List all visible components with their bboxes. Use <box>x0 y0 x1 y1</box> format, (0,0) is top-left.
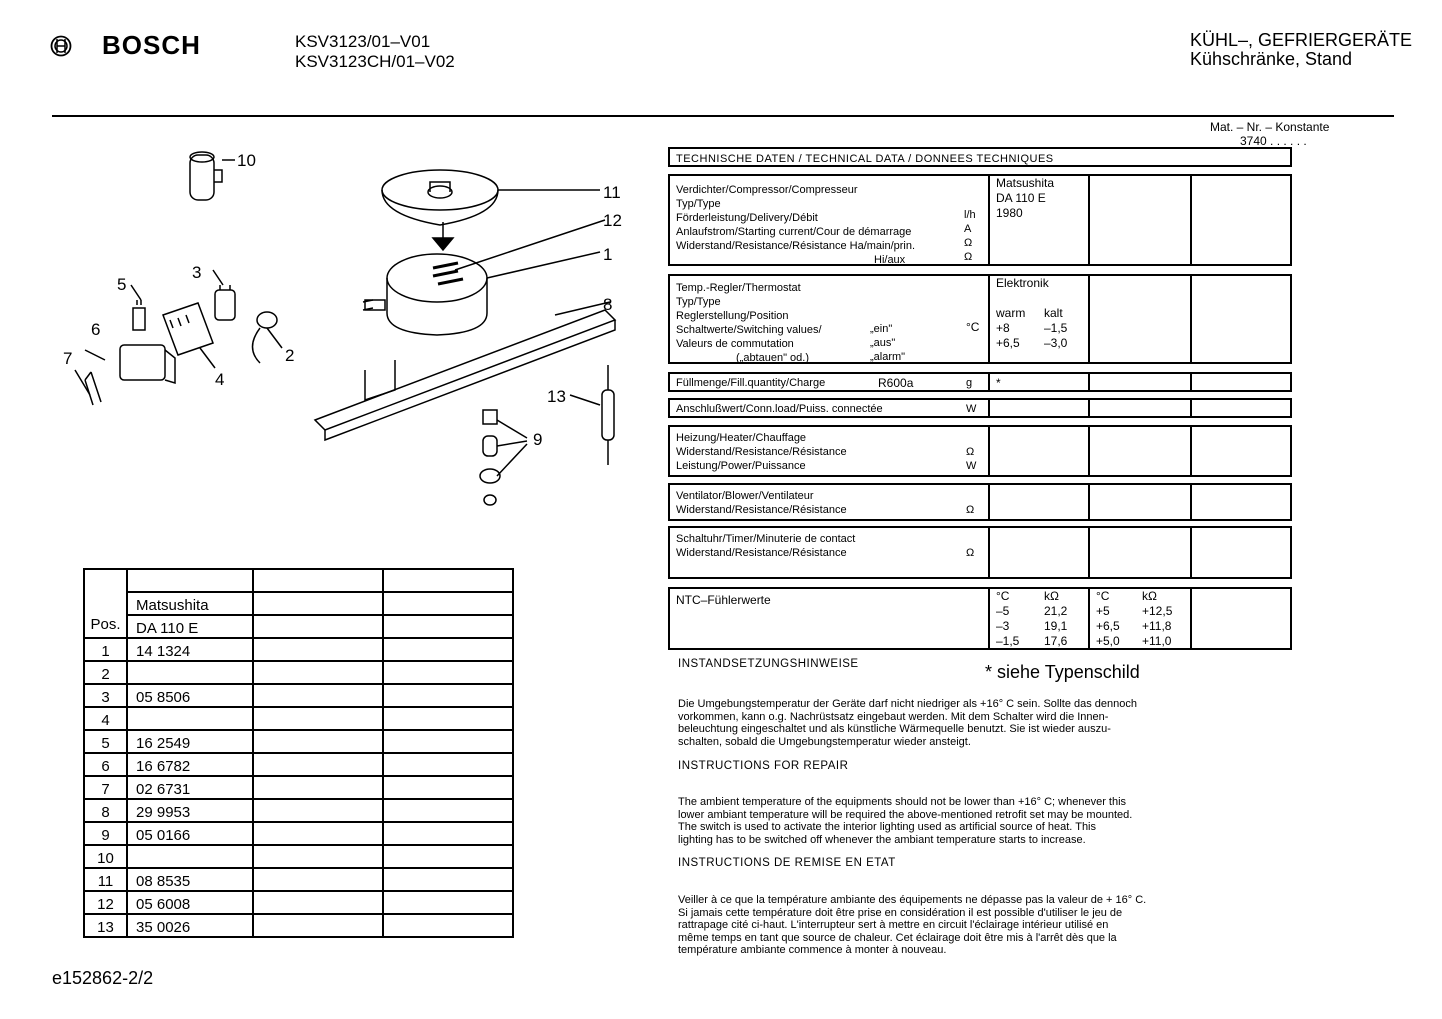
charge-value: * <box>990 374 1090 390</box>
parts-table <box>83 568 514 938</box>
table-row: 3 05 8506 <box>84 684 513 707</box>
compressor-make: Matsushita <box>996 176 1055 190</box>
callout-label: 8 <box>603 295 613 314</box>
callout-label: 3 <box>192 263 202 282</box>
callout-label: 9 <box>533 430 543 449</box>
model-line: KSV3123CH/01–V02 <box>295 52 455 71</box>
callout-label: 11 <box>603 183 621 202</box>
callout-label: 5 <box>117 275 127 294</box>
document-code: e152862-2/2 <box>52 968 154 988</box>
callout-label: 2 <box>285 346 295 365</box>
table-row: 8 29 9953 <box>84 799 513 822</box>
repair-heading-de: INSTANDSETZUNGSHINWEISE <box>678 658 859 670</box>
table-row: 9 05 0166 <box>84 822 513 845</box>
repair-text-de: Die Umgebungstemperatur der Geräte darf nicht niedriger als +16° C sein. Sollte das dennoch vorkommen, kann o.g. Nachrüstsatz eingebaut werden. Mit dem Schalter wird die Innen- beleuchtung eingeschaltet und als künstliche Wärmequelle benutzt. Sie ist wieder auszu- schalten, sobald die Umgebungstemperatur wieder ansteigt. <box>678 698 1138 748</box>
mat-nr-label: Mat. – Nr. – Konstante <box>1210 120 1330 134</box>
ntc-label: NTC–Fühlerwerte <box>676 593 771 607</box>
table-row: 10 <box>84 845 513 868</box>
callout-label: 10 <box>237 151 256 170</box>
repair-text-en: The ambient temperature of the equipments should not be lower than +16° C; whenever this lower ambiant temperature will be required the above-mentioned retrofit set may be mounted. The switch is used to activate the interior lighting used as artificial source of heat. This lighting has to be switched off whenever the ambiant temperature starts to increase. <box>678 796 1133 846</box>
charge-row: Füllmenge/Fill.quantity/Charge R600a g * <box>668 372 1292 392</box>
table-row: 6 16 6782 <box>84 753 513 776</box>
category <box>1190 31 1412 69</box>
thermostat-block: Temp.-Regler/Thermostat Typ/Type Reglerstellung/Position Schaltwerte/Switching values/ Valeurs de commutation („abtauen" od.) „ein" „aus" „alarm" °C Elektronik warm kalt +8 –1,5 +6,5 –3,0 <box>668 274 1292 364</box>
compressor-delivery: 1980 <box>996 206 1023 220</box>
repair-heading-fr: INSTRUCTIONS DE REMISE EN ETAT <box>678 857 896 869</box>
pos-header: Pos. <box>84 569 127 638</box>
table-row: 2 <box>84 661 513 684</box>
exploded-parts-diagram <box>55 140 655 520</box>
model-numbers <box>295 32 455 72</box>
ntc-block: NTC–Fühlerwerte °C kΩ –5 21,2 –3 19,1 –1,5 17,6 °C kΩ +5 +12,5 +6,5 +11,8 +5,0 +11,0 <box>668 587 1292 650</box>
tech-data-title: TECHNISCHE DATEN / TECHNICAL DATA / DONNEES TECHNIQUES <box>668 147 1292 167</box>
blower-block: Ventilator/Blower/Ventilateur Widerstand/Resistance/Résistance Ω <box>668 483 1292 521</box>
brand-name: BOSCH <box>102 30 201 60</box>
callout-label: 12 <box>603 211 622 230</box>
table-row: 5 16 2549 <box>84 730 513 753</box>
parts-head-manufacturer: Matsushita <box>127 592 253 615</box>
compressor-block: Verdichter/Compressor/Compresseur Typ/Type Förderleistung/Delivery/Débit Anlaufstrom/Starting current/Cour de démarrage Widerstand/Resistance/Résistance Ha/main/prin. Hi/aux l/h A Ω Ω Matsushita DA 110 E 1980 <box>668 174 1292 266</box>
table-row: 11 08 8535 <box>84 868 513 891</box>
repair-heading-en: INSTRUCTIONS FOR REPAIR <box>678 760 849 772</box>
category-line: KÜHL–, GEFRIERGERÄTE <box>1189 30 1412 50</box>
repair-text-fr: Veiller à ce que la température ambiante des équipements ne dépasse pas la valeur de + 16° C. Si jamais cette température doit être prise en considération il est possible d'utiliser le jeu de rattrapage cité ci-haut. L'interrupteur sert à mettre en circuit l'éclairage intérieur utilisé en même temps en tant que source de chaleur. Cet éclairage doit être mis à l'arrêt dès que la température ambiante commence à monter à nouveau. <box>678 894 1147 956</box>
table-row: 7 02 6731 <box>84 776 513 799</box>
category-line: Kühschränke, Stand <box>1189 49 1353 69</box>
callout-label: 6 <box>91 320 101 339</box>
model-line: KSV3123/01–V01 <box>295 32 431 51</box>
brand-logo <box>50 30 201 61</box>
heater-block: Heizung/Heater/Chauffage Widerstand/Resistance/Résistance Leistung/Power/Puissance Ω W <box>668 425 1292 477</box>
header-rule <box>52 115 1394 117</box>
callout-label: 7 <box>63 349 73 368</box>
compressor-type: DA 110 E <box>996 191 1046 205</box>
typenschild-note: * siehe Typenschild <box>985 662 1140 682</box>
thermostat-type: Elektronik <box>996 276 1049 290</box>
callout-label: 13 <box>547 387 566 406</box>
callout-label: 4 <box>215 370 225 389</box>
mat-nr-value: 3740 . . . . . . <box>1240 134 1307 148</box>
callout-label: 1 <box>603 245 613 264</box>
table-row: 1 14 1324 <box>84 638 513 661</box>
timer-block: Schaltuhr/Timer/Minuterie de contact Widerstand/Resistance/Résistance Ω <box>668 526 1292 579</box>
connload-row: Anschlußwert/Conn.load/Puiss. connectée W <box>668 398 1292 418</box>
table-row: 4 <box>84 707 513 730</box>
parts-head-type: DA 110 E <box>127 615 253 638</box>
bosch-armature-icon <box>50 35 72 57</box>
table-row: 13 35 0026 <box>84 914 513 937</box>
table-row: 12 05 6008 <box>84 891 513 914</box>
